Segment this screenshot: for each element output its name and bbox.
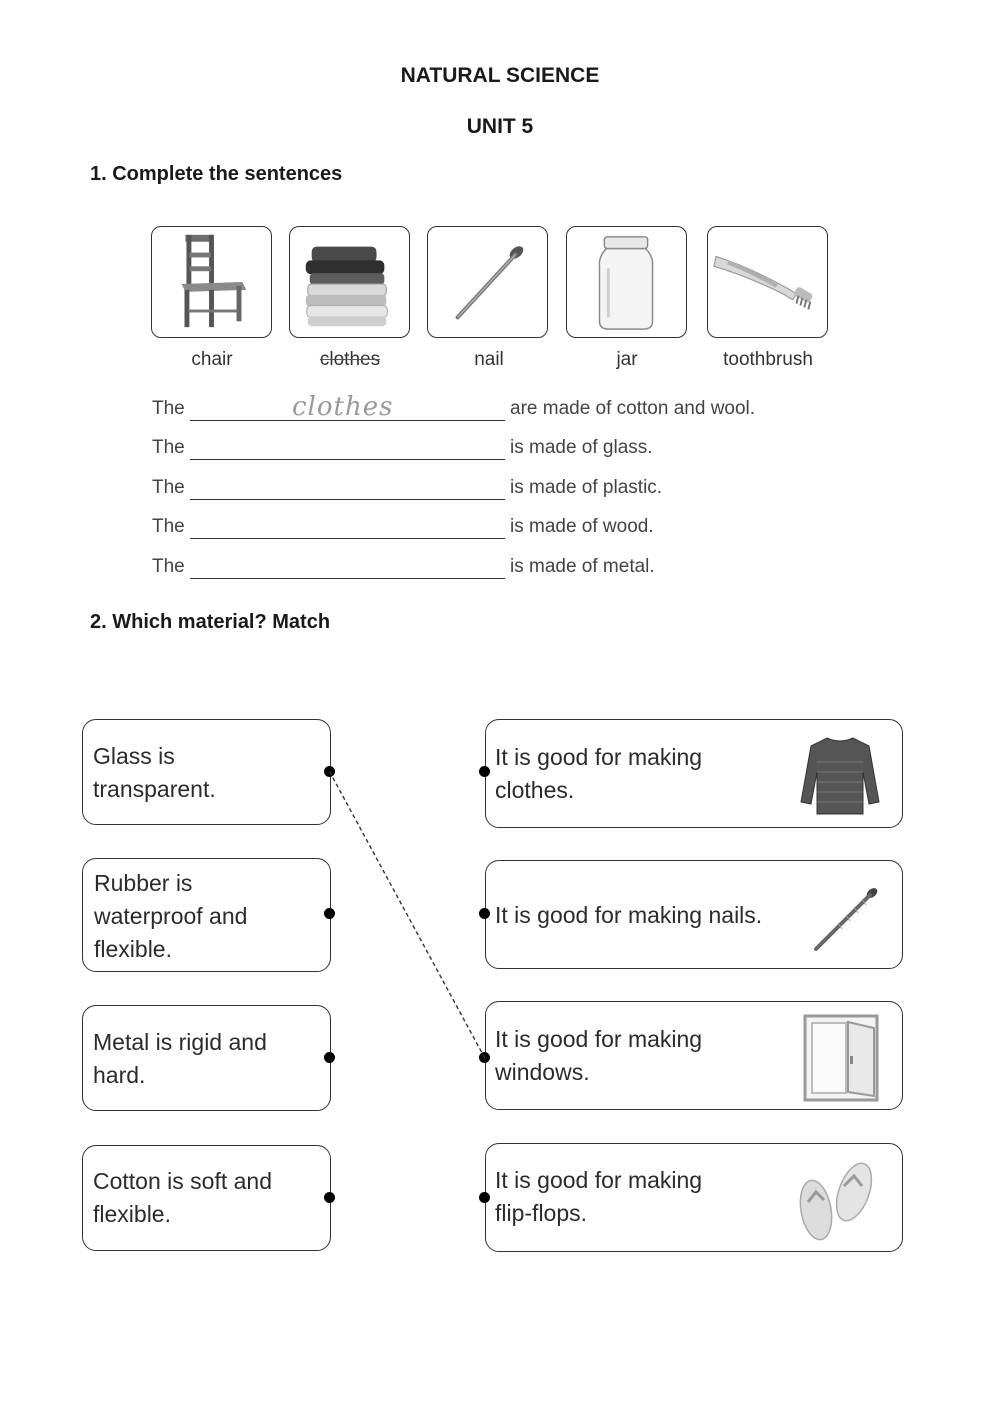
window-icon bbox=[802, 1012, 882, 1104]
sentence-end: are made of cotton and wool. bbox=[510, 398, 756, 419]
card-line: flexible. bbox=[93, 1201, 171, 1227]
sweater-icon bbox=[799, 732, 881, 818]
flip-flops-icon bbox=[786, 1154, 886, 1246]
picture-label-jar: jar bbox=[616, 349, 638, 370]
card-line: windows. bbox=[495, 1059, 590, 1085]
sentence-end: is made of wood. bbox=[510, 516, 654, 537]
card-line: It is good for making bbox=[495, 744, 703, 770]
sentence-end: is made of glass. bbox=[510, 437, 653, 458]
sentence-row bbox=[152, 556, 852, 584]
card-line: Cotton is soft and bbox=[93, 1168, 272, 1194]
card-line: Rubber is bbox=[94, 870, 193, 896]
right-connector-dot[interactable] bbox=[479, 766, 490, 777]
sentence-answer: clothes bbox=[292, 392, 394, 422]
window-picture bbox=[802, 1012, 882, 1104]
card-line: flexible. bbox=[94, 936, 172, 962]
flip-flops-picture bbox=[786, 1154, 886, 1246]
picture-label-chair: chair bbox=[191, 349, 233, 370]
sentence-start: The bbox=[152, 556, 185, 577]
right-connector-dot[interactable] bbox=[479, 1052, 490, 1063]
toothbrush-icon bbox=[708, 227, 827, 337]
left-connector-dot[interactable] bbox=[324, 908, 335, 919]
sentence-blank[interactable] bbox=[190, 459, 505, 460]
card-line: transparent. bbox=[93, 776, 216, 802]
nail-icon bbox=[806, 883, 886, 955]
match-line bbox=[330, 772, 485, 1058]
sweater-picture bbox=[799, 732, 881, 818]
left-connector-dot[interactable] bbox=[324, 766, 335, 777]
card-line: It is good for making bbox=[495, 1167, 703, 1193]
right-connector-dot[interactable] bbox=[479, 1192, 490, 1203]
sentence-row bbox=[152, 437, 852, 465]
nail-icon bbox=[428, 227, 547, 337]
card-line: hard. bbox=[93, 1062, 146, 1088]
sentence-start: The bbox=[152, 477, 185, 498]
clothes-icon bbox=[290, 227, 409, 337]
sentence-row bbox=[152, 392, 852, 426]
jar-icon bbox=[567, 227, 686, 337]
card-line: waterproof and bbox=[94, 903, 248, 929]
left-card bbox=[82, 719, 331, 825]
left-connector-dot[interactable] bbox=[324, 1052, 335, 1063]
clothes-picture bbox=[289, 226, 410, 338]
card-line: Glass is bbox=[93, 743, 175, 769]
card-line: clothes. bbox=[495, 777, 575, 803]
sentence-start: The bbox=[152, 437, 185, 458]
right-card bbox=[485, 1001, 903, 1110]
right-connector-dot[interactable] bbox=[479, 908, 490, 919]
picture-label-toothbrush: toothbrush bbox=[723, 349, 813, 370]
sentence-blank[interactable] bbox=[190, 499, 505, 500]
sentence-start: The bbox=[152, 516, 185, 537]
exercise-2-heading: 2. Which material? Match bbox=[90, 611, 331, 633]
sentence-row bbox=[152, 477, 852, 505]
jar-picture bbox=[566, 226, 687, 338]
left-connector-dot[interactable] bbox=[324, 1192, 335, 1203]
exercise-1-heading: 1. Complete the sentences bbox=[90, 163, 343, 185]
left-card bbox=[82, 1005, 331, 1111]
card-line: flip-flops. bbox=[495, 1200, 588, 1226]
nail-picture bbox=[806, 883, 886, 955]
card-line: It is good for making nails. bbox=[495, 902, 763, 928]
sentence-blank[interactable] bbox=[190, 578, 505, 579]
nail-picture bbox=[427, 226, 548, 338]
sentence-end: is made of plastic. bbox=[510, 477, 663, 498]
left-card bbox=[82, 858, 331, 972]
sentence-end: is made of metal. bbox=[510, 556, 655, 577]
right-card bbox=[485, 860, 903, 969]
chair-icon bbox=[152, 227, 271, 337]
unit-title: UNIT 5 bbox=[466, 115, 534, 138]
sentence-blank[interactable] bbox=[190, 538, 505, 539]
picture-label-clothes: clothes bbox=[319, 349, 381, 370]
page-title: NATURAL SCIENCE bbox=[400, 64, 600, 87]
chair-picture bbox=[151, 226, 272, 338]
left-card bbox=[82, 1145, 331, 1251]
sentence-start: The bbox=[152, 398, 185, 419]
right-card bbox=[485, 719, 903, 828]
card-line: It is good for making bbox=[495, 1026, 703, 1052]
card-line: Metal is rigid and bbox=[93, 1029, 267, 1055]
toothbrush-picture bbox=[707, 226, 828, 338]
picture-label-nail: nail bbox=[474, 349, 504, 370]
sentence-row bbox=[152, 516, 852, 544]
right-card bbox=[485, 1143, 903, 1252]
